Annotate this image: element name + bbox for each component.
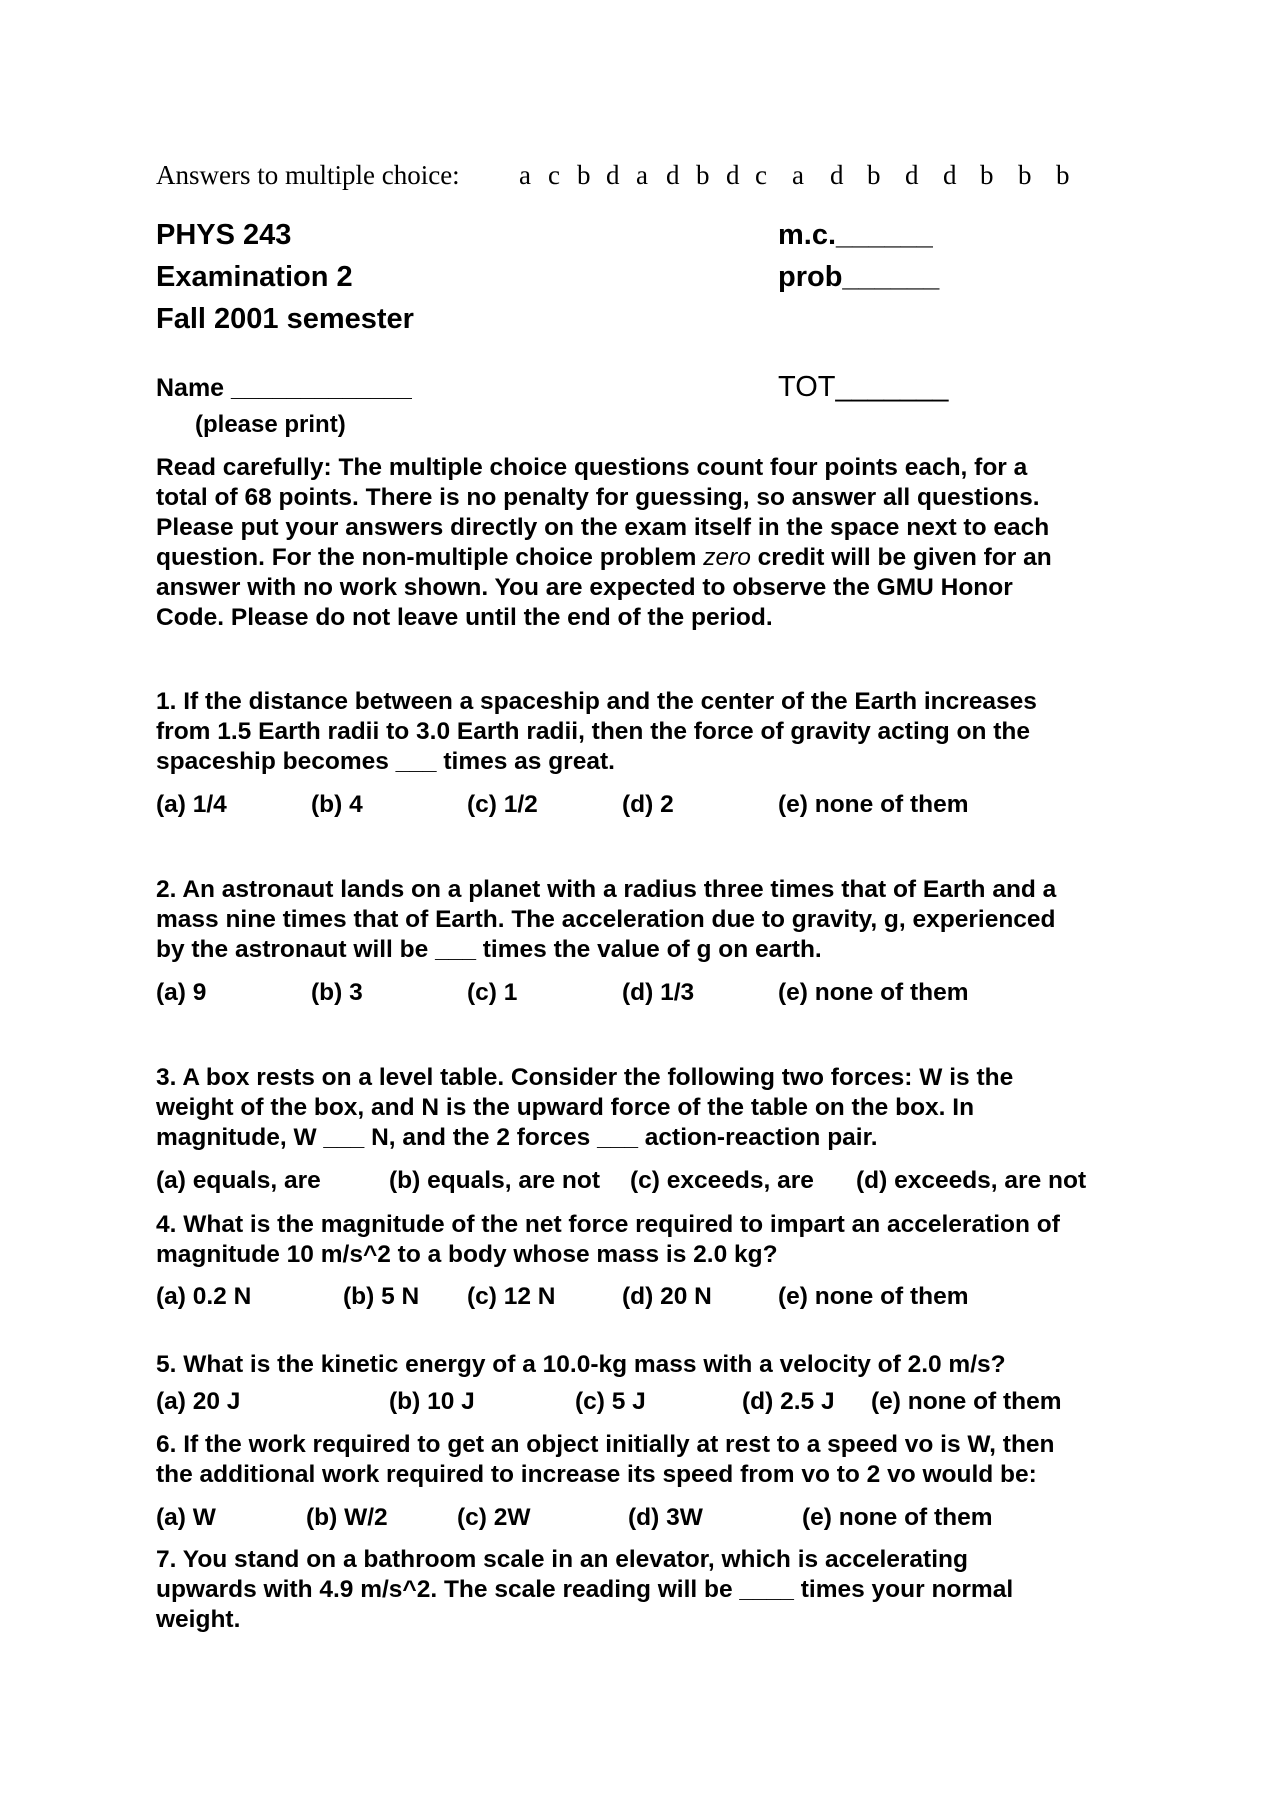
question-text-line: 6. If the work required to get an object initially at rest to a speed vo is W, then <box>156 1431 1055 1458</box>
answers-label: Answers to multiple choice: <box>156 160 460 190</box>
question-text-line: weight. <box>156 1606 241 1633</box>
q5-option-c: (c) 5 J <box>575 1388 646 1415</box>
question-text-line: 1. If the distance between a spaceship and the center of the Earth increases <box>156 688 1037 715</box>
question-text-line: the additional work required to increase its speed from vo to 2 vo would be: <box>156 1461 1037 1488</box>
semester-title: Fall 2001 semester <box>156 303 414 335</box>
answer-letter: b <box>867 160 881 190</box>
question-text-line: by the astronaut will be ___ times the value of g on earth. <box>156 936 822 963</box>
answer-letter: d <box>830 160 844 190</box>
answer-letter: b <box>1018 160 1032 190</box>
q3-option-c: (c) exceeds, are <box>630 1167 814 1194</box>
instructions <box>156 453 1136 633</box>
instructions-line: answer with no work shown. You are expected to observe the GMU Honor <box>156 574 1013 601</box>
answer-letter: a <box>792 160 804 190</box>
instructions-line: Code. Please do not leave until the end of the period. <box>156 604 773 631</box>
instructions-line: total of 68 points. There is no penalty for guessing, so answer all questions. <box>156 484 1040 511</box>
q4-option-d: (d) 20 N <box>622 1283 712 1310</box>
q2-option-a: (a) 9 <box>156 979 207 1006</box>
answer-letter: d <box>905 160 919 190</box>
q5-option-d: (d) 2.5 J <box>742 1388 835 1415</box>
q2-option-d: (d) 1/3 <box>622 979 695 1006</box>
answer-letter: d <box>606 160 620 190</box>
answer-letter: d <box>943 160 957 190</box>
q3-option-a: (a) equals, are <box>156 1167 321 1194</box>
instructions-line: Read carefully: The multiple choice questions count four points each, for a <box>156 454 1028 481</box>
question-text-line: 4. What is the magnitude of the net force required to impart an acceleration of <box>156 1211 1060 1238</box>
mc-score-field: m.c.______ <box>778 219 933 251</box>
question-6 <box>156 1430 1136 1490</box>
q2-option-b: (b) 3 <box>311 979 363 1006</box>
answer-letter: a <box>636 160 648 190</box>
instructions-emphasis: zero <box>703 544 751 571</box>
q5-option-b: (b) 10 J <box>389 1388 475 1415</box>
q6-option-b: (b) W/2 <box>306 1504 388 1531</box>
q4-option-a: (a) 0.2 N <box>156 1283 252 1310</box>
question-text-line: 3. A box rests on a level table. Consider the following two forces: W is the <box>156 1064 1014 1091</box>
exam-title: Examination 2 <box>156 261 353 293</box>
q4-option-c: (c) 12 N <box>467 1283 556 1310</box>
q1-option-e: (e) none of them <box>778 791 969 818</box>
q6-option-c: (c) 2W <box>457 1504 531 1531</box>
question-text-line: 5. What is the kinetic energy of a 10.0-kg mass with a velocity of 2.0 m/s? <box>156 1351 1006 1378</box>
answer-letter: b <box>577 160 591 190</box>
question-2 <box>156 875 1136 965</box>
question-text-line: upwards with 4.9 m/s^2. The scale reading will be ____ times your normal <box>156 1576 1014 1603</box>
answer-letter: d <box>726 160 740 190</box>
question-7 <box>156 1545 1136 1635</box>
q5-option-e: (e) none of them <box>871 1388 1062 1415</box>
q3-option-d: (d) exceeds, are not <box>856 1167 1087 1194</box>
q1-option-d: (d) 2 <box>622 791 674 818</box>
question-3 <box>156 1063 1136 1153</box>
answer-letter: c <box>755 160 767 190</box>
q3-option-b: (b) equals, are not <box>389 1167 601 1194</box>
q4-option-e: (e) none of them <box>778 1283 969 1310</box>
question-text-line: magnitude, W ___ N, and the 2 forces ___ action-reaction pair. <box>156 1124 878 1151</box>
question-5 <box>156 1350 1136 1380</box>
q1-option-b: (b) 4 <box>311 791 363 818</box>
question-text-line: weight of the box, and N is the upward force of the table on the box. In <box>156 1094 975 1121</box>
q1-option-a: (a) 1/4 <box>156 791 227 818</box>
q2-option-c: (c) 1 <box>467 979 518 1006</box>
answer-letter: c <box>548 160 560 190</box>
instructions-text: credit will be given for an <box>750 544 1052 571</box>
instructions-line <box>156 543 1136 573</box>
instructions-text: question. For the non-multiple choice problem <box>156 544 704 571</box>
answer-letter: d <box>666 160 680 190</box>
answer-letter: b <box>1056 160 1070 190</box>
prob-score-field: prob______ <box>778 261 940 293</box>
answer-letter: a <box>519 160 531 190</box>
question-text-line: magnitude 10 m/s^2 to a body whose mass is 2.0 kg? <box>156 1241 778 1268</box>
answer-letter: b <box>696 160 710 190</box>
please-print-note: (please print) <box>195 411 346 438</box>
q6-option-a: (a) W <box>156 1504 216 1531</box>
question-text-line: spaceship becomes ___ times as great. <box>156 748 615 775</box>
q6-option-d: (d) 3W <box>628 1504 703 1531</box>
total-score-field: TOT_______ <box>778 371 949 403</box>
name-field: Name _____________ <box>156 374 412 402</box>
question-text-line: from 1.5 Earth radii to 3.0 Earth radii, then the force of gravity acting on the <box>156 718 1030 745</box>
instructions-line: Please put your answers directly on the exam itself in the space next to each <box>156 514 1050 541</box>
q2-option-e: (e) none of them <box>778 979 969 1006</box>
question-1 <box>156 687 1136 777</box>
question-4 <box>156 1210 1136 1270</box>
q6-option-e: (e) none of them <box>802 1504 993 1531</box>
question-text-line: mass nine times that of Earth. The acceleration due to gravity, g, experienced <box>156 906 1056 933</box>
q4-option-b: (b) 5 N <box>343 1283 420 1310</box>
question-text-line: 7. You stand on a bathroom scale in an elevator, which is accelerating <box>156 1546 968 1573</box>
q5-option-a: (a) 20 J <box>156 1388 241 1415</box>
answer-letter: b <box>980 160 994 190</box>
course-title: PHYS 243 <box>156 219 292 251</box>
question-text-line: 2. An astronaut lands on a planet with a radius three times that of Earth and a <box>156 876 1057 903</box>
q1-option-c: (c) 1/2 <box>467 791 538 818</box>
